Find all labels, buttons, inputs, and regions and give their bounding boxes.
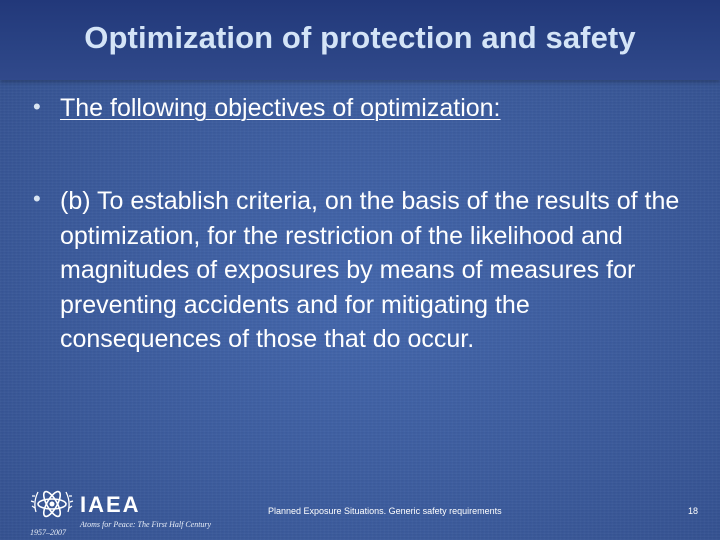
bullet-icon: • [33,94,41,119]
logo-years: 1957–2007 [30,528,66,537]
bullet-item-objectives [33,92,501,125]
bullet-icon: • [33,186,41,211]
bullet-text: The following objectives of optimization: [60,94,501,122]
page-number: 18 [688,506,699,516]
title-bar [0,0,720,80]
logo-tagline: Atoms for Peace: The First Half Century [80,520,212,529]
bullet-text: (b) To establish criteria, on the basis of the results of the optimization, for the restriction of the likelihood and magnitudes of exposures by means of measures for preventing accidents and for mitigating the consequences of those that do occur. [60,187,680,353]
bullet-item-criteria [33,184,683,357]
footer-text: Planned Exposure Situations. Generic safety requirements [268,506,502,516]
logo-name: IAEA [80,492,141,517]
slide-title: Optimization of protection and safety [84,20,636,55]
iaea-logo [28,482,218,538]
atom-emblem-icon [30,482,74,526]
